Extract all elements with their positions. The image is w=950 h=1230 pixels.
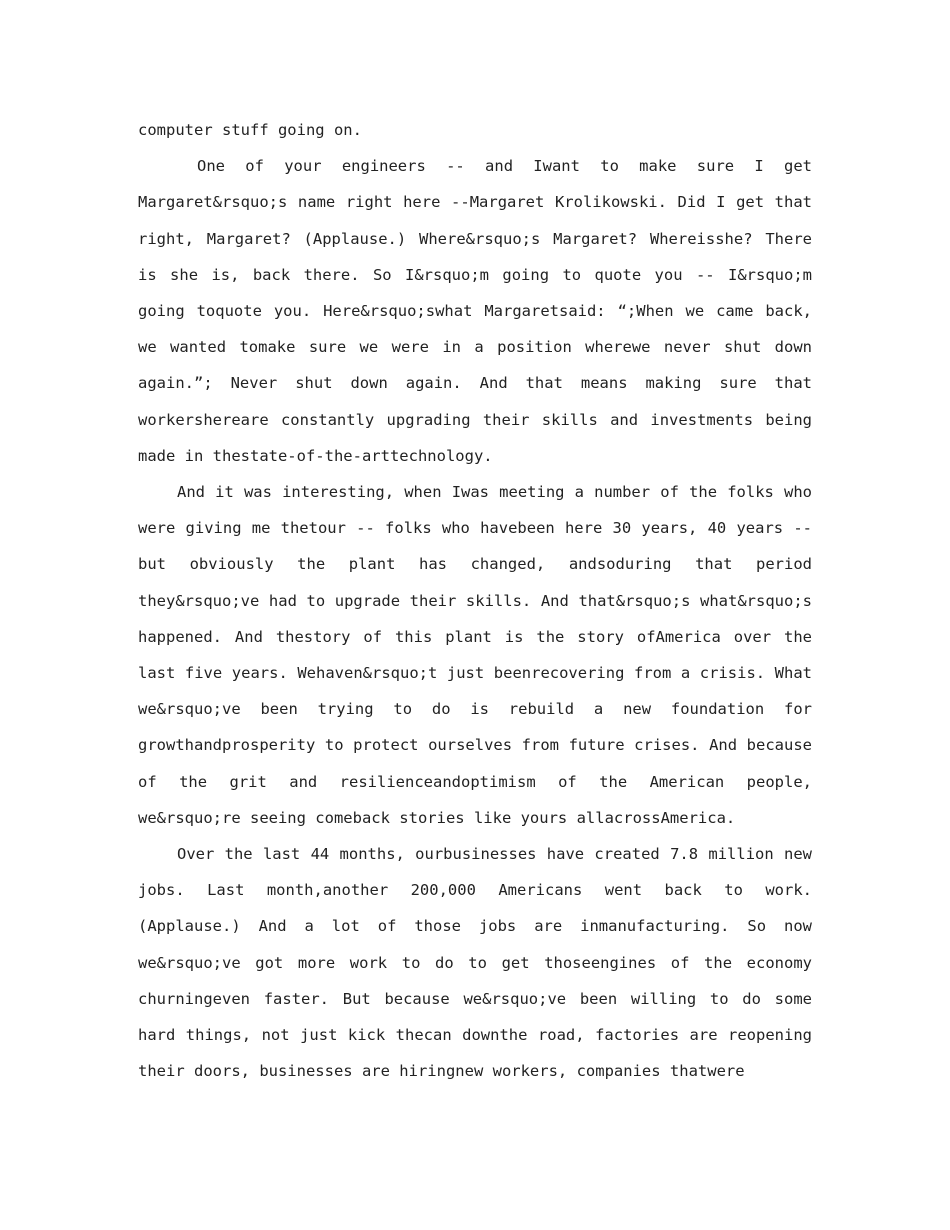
paragraph-margaret-quote: One of your engineers -- and Iwant to make sure I get Margaret&rsquo;s name right here --Margaret Krolikowski. Did I get that right, Margaret? (Applause.) Where&rsquo;s Margaret? Whereisshe? There is she is, back there. So I&rsquo;m going to quote you -- I&rsquo;m going toquote you. Here&rsquo;swhat Margaretsaid: “;When we came back, we wanted tomake sure we were in a position wherewe never shut down again.”; Never shut down again. And that means making sure that workershereare constantly upgrading their skills and investments being made in thestate-of-the-arttechnology. — [138, 157, 812, 465]
paragraph-continuation: computer stuff going on. — [138, 121, 362, 139]
document-page — [138, 112, 812, 1089]
paragraph-jobs-growth: Over the last 44 months, ourbusinesses have created 7.8 million new jobs. Last month,another 200,000 Americans went back to work. (Applause.) And a lot of those jobs are inmanufacturing. So now we&rsquo;ve got more work to do to get thoseengines of the economy churningeven faster. But because we&rsquo;ve been willing to do some hard things, not just kick thecan downthe road, factories are reopening their doors, businesses are hiringnew workers, companies thatwere — [138, 845, 812, 1081]
paragraph-plant-story: And it was interesting, when Iwas meeting a number of the folks who were giving me thetour -- folks who havebeen here 30 years, 40 years -- but obviously the plant has changed, andsoduring that period they&rsquo;ve had to upgrade their skills. And that&rsquo;s what&rsquo;s happened. And thestory of this plant is the story ofAmerica over the last five years. Wehaven&rsquo;t just beenrecovering from a crisis. What we&rsquo;ve been trying to do is rebuild a new foundation for growthandprosperity to protect ourselves from future crises. And because of the grit and resilienceandoptimism of the American people, we&rsquo;re seeing comeback stories like yours allacrossAmerica. — [138, 483, 812, 827]
